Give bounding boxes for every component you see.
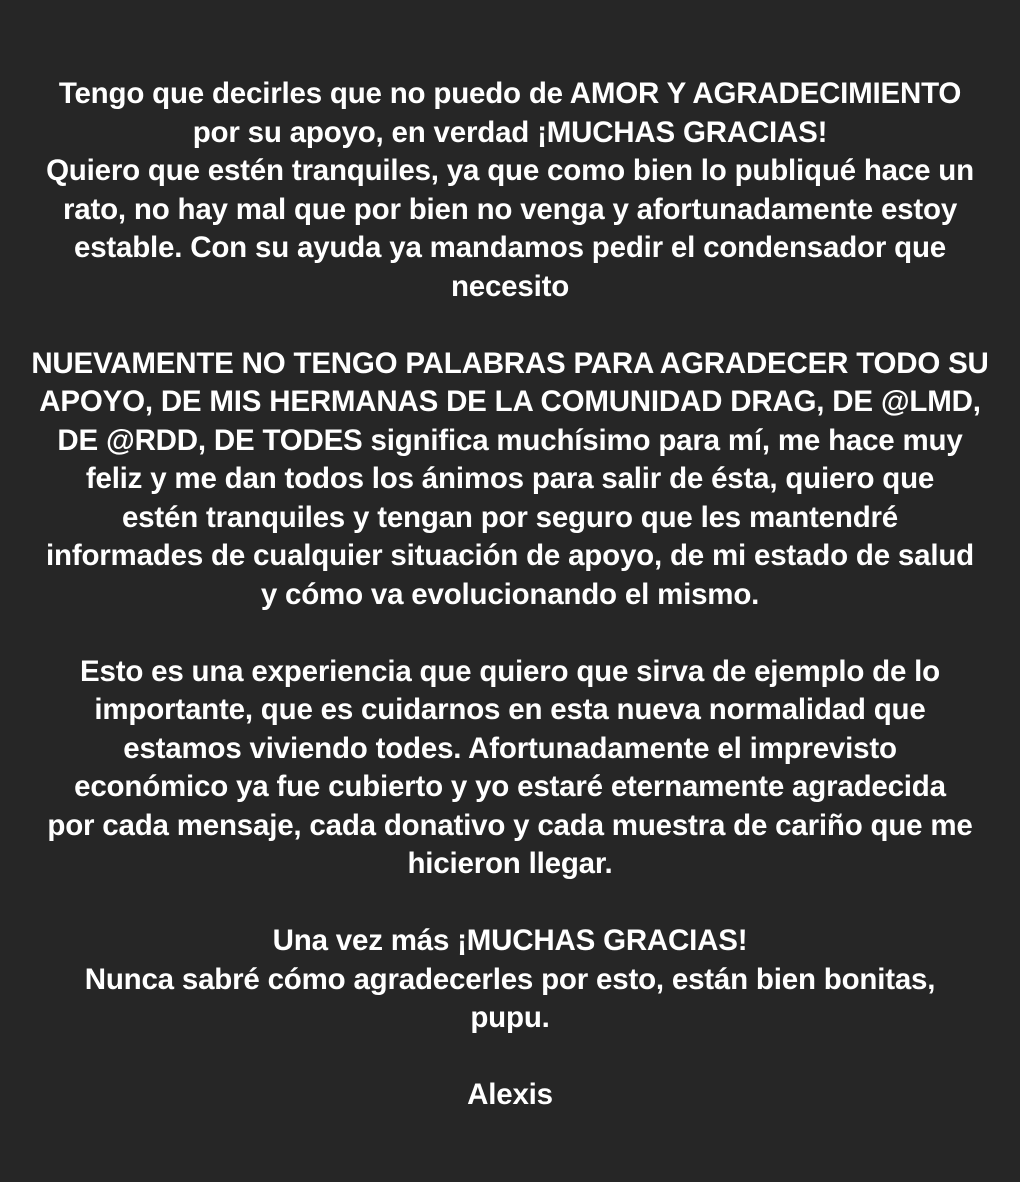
text-line: estable. Con su ayuda ya mandamos pedir el condensador que: [73, 231, 946, 264]
text-line: Esto es una experiencia que quiero que sirva de ejemplo de lo: [80, 654, 940, 688]
text-line: estén tranquiles y tengan por seguro que les mantendré: [121, 500, 899, 534]
paragraph-thanks-community: [28, 345, 992, 615]
text-line: hicieron llegar.: [407, 847, 613, 880]
paragraph-experience: [28, 653, 992, 884]
text-line: y cómo va evolucionando el mismo.: [260, 577, 760, 611]
text-line: APOYO, DE MIS HERMANAS DE LA COMUNIDAD DRAG, DE @LMD,: [39, 385, 981, 418]
text-line: Tengo que decirles que no puedo de AMOR Y AGRADECIMIENTO: [58, 77, 962, 110]
text-line: estamos viviendo todes. Afortunadamente el imprevisto: [123, 731, 897, 765]
text-line: por cada mensaje, cada donativo y cada muestra de cariño que me: [47, 808, 973, 842]
text-line: necesito: [450, 269, 570, 303]
text-line: económico ya fue cubierto y yo estaré eternamente agradecida: [74, 770, 946, 803]
text-line: feliz y me dan todos los ánimos para salir de ésta, quiero que: [85, 462, 935, 495]
text-line: pupu.: [470, 1001, 550, 1034]
signature: Alexis: [467, 1078, 553, 1111]
text-line: DE @RDD, DE TODES significa muchísimo para mí, me hace muy: [57, 423, 963, 457]
text-line: por su apoyo, en verdad ¡MUCHAS GRACIAS!: [192, 115, 828, 149]
text-line: NUEVAMENTE NO TENGO PALABRAS PARA AGRADECER TODO SU: [31, 346, 989, 380]
text-line: informades de cualquier situación de apoyo, de mi estado de salud: [46, 539, 974, 572]
text-line: Quiero que estén tranquiles, ya que como bien lo publiqué hace un: [46, 154, 974, 187]
paragraph-closing-thanks: [28, 922, 992, 1038]
text-line: rato, no hay mal que por bien no venga y afortunadamente estoy: [62, 192, 958, 226]
paragraph-gratitude-intro: [28, 75, 992, 306]
text-line: importante, que es cuidarnos en esta nueva normalidad que: [94, 693, 926, 726]
text-line: Una vez más ¡MUCHAS GRACIAS!: [272, 924, 748, 957]
text-line: Nunca sabré cómo agradecerles por esto, están bien bonitas,: [84, 962, 936, 996]
